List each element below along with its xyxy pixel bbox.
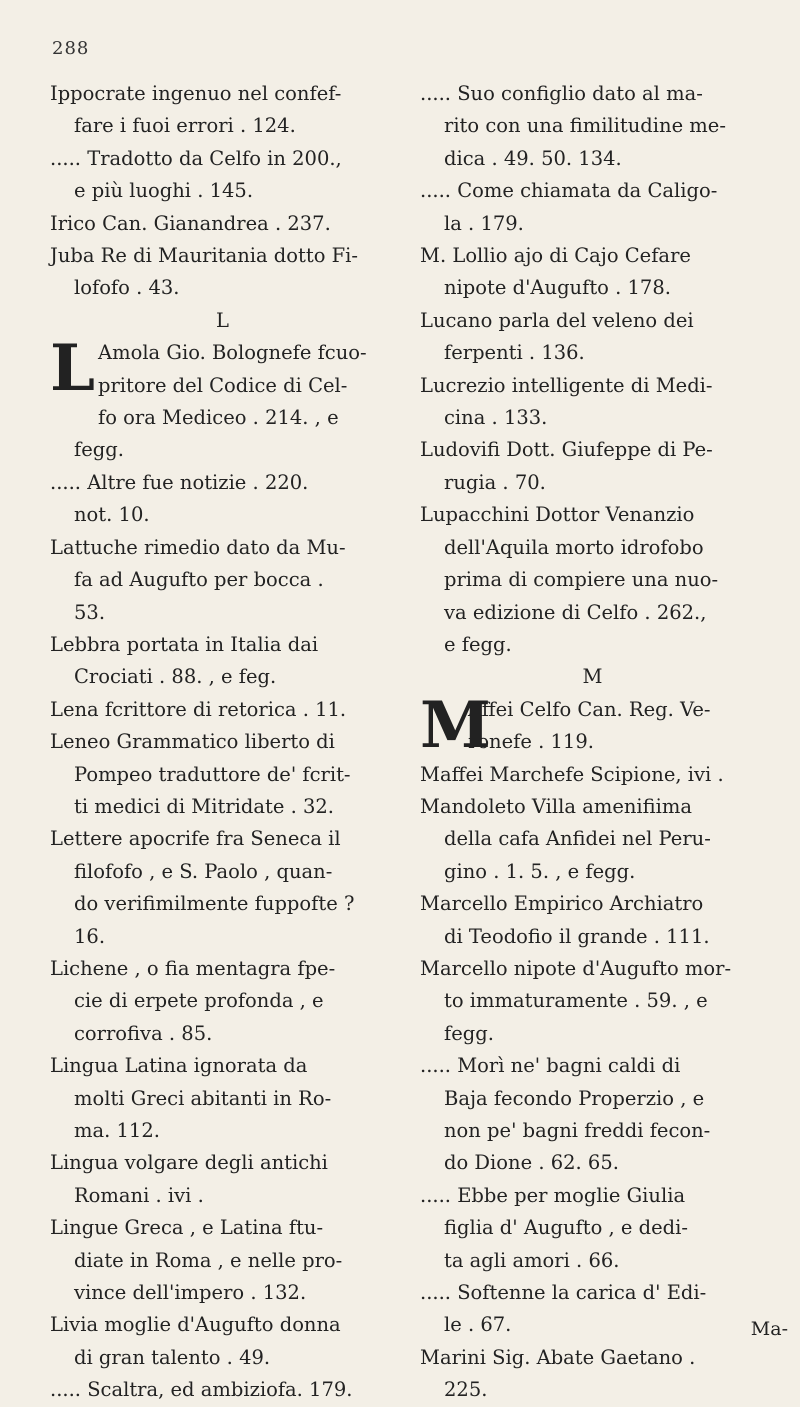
entry-line: Lupacchini Dottor Venanzio [420, 503, 695, 527]
entry-line: fa ad Augufto per bocca . [74, 568, 324, 592]
entry-line: di Teodofio il grande . 111. [444, 924, 710, 948]
entry-line: do Dione . 62. 65. [444, 1151, 619, 1175]
entry-line: non pe' bagni freddi fecon- [444, 1119, 711, 1142]
entry-line: pritore del Codice di Cel- [98, 373, 348, 397]
entry-line: ..... Morì ne' bagni caldi di [420, 1054, 681, 1078]
entry-line: vince dell'impero . 132. [74, 1281, 307, 1305]
index-entry [50, 629, 395, 694]
entry-line: e più luoghi . 145. [74, 179, 254, 203]
index-entry [420, 687, 765, 763]
entry-line: fare i fuoi errori . 124. [74, 114, 296, 138]
entry-line: Crociati . 88. , e feg. [74, 665, 277, 689]
entry-line: ronefe . 119. [468, 730, 594, 754]
entry-line: figlia d' Augufto , e dedi- [444, 1216, 688, 1240]
entry-line: nipote d'Augufto . 178. [444, 276, 671, 300]
entry-line: Amola Gio. Bolognefe fcuo- [98, 341, 367, 365]
entry-line: ti medici di Mitridate . 32. [74, 794, 334, 818]
index-entry [420, 791, 765, 888]
section-letter-text: M [582, 665, 603, 689]
drop-cap: L [50, 331, 95, 407]
index-entry [420, 175, 765, 240]
drop-cap: M [420, 687, 491, 763]
index-entry [50, 1147, 395, 1212]
index-entry [420, 434, 765, 499]
entry-line: molti Greci abitanti in Ro- [74, 1086, 332, 1110]
entry-line: Marcello nipote d'Augufto mor- [420, 956, 732, 980]
entry-line: di gran talento . 49. [74, 1345, 271, 1369]
entry-line: Marini Sig. Abate Gaetano . [420, 1345, 696, 1369]
entry-line: filofofo , e S. Paolo , quan- [74, 859, 333, 883]
entry-line: Lichene , o fia mentagra fpe- [50, 956, 336, 980]
index-entry [420, 240, 765, 305]
entry-line: fegg. [74, 438, 124, 462]
entry-line: Lingue Greca , e Latina ftu- [50, 1216, 324, 1240]
entry-line: va edizione di Celfo . 262., [444, 600, 707, 624]
index-entry [420, 305, 765, 370]
entry-line: ..... Come chiamata da Caligo- [420, 179, 718, 203]
page-number: 288 [52, 38, 90, 59]
entry-line: cina . 133. [444, 406, 548, 430]
entry-line: dica . 49. 50. 134. [444, 146, 622, 170]
entry-line: corrofiva . 85. [74, 1021, 213, 1045]
entry-line: to immaturamente . 59. , e [444, 989, 708, 1013]
entry-line: Marcello Empirico Archiatro [420, 892, 704, 916]
left-column [50, 78, 395, 1407]
entry-line: ma. 112. [74, 1119, 160, 1142]
index-entry [420, 1277, 765, 1342]
entry-line: 53. [74, 600, 106, 624]
entry-line: Lucrezio intelligente di Medi- [420, 373, 713, 397]
index-entry [420, 953, 765, 1050]
entry-line: fegg. [444, 1021, 494, 1045]
entry-line: Juba Re di Mauritania dotto Fi- [50, 244, 359, 268]
index-entry [50, 467, 395, 532]
entry-line: Romani . ivi . [74, 1183, 204, 1207]
entry-line: ..... Softenne la carica d' Edi- [420, 1281, 707, 1305]
index-entry [420, 1342, 765, 1407]
entry-line: rito con una fimilitudine me- [444, 114, 726, 138]
section-letter [50, 305, 395, 337]
entry-line: ta agli amori . 66. [444, 1248, 620, 1272]
entry-line: dell'Aquila morto idrofobo [444, 535, 704, 559]
entry-line: Ludovifi Dott. Giufeppe di Pe- [420, 438, 713, 462]
entry-line: Leneo Grammatico liberto di [50, 730, 335, 754]
entry-line: ..... Altre fue notizie . 220. [50, 470, 309, 494]
index-entry [50, 726, 395, 823]
entry-line: do verifimilmente fuppofte ? [74, 892, 355, 916]
entry-line: diate in Roma , e nelle pro- [74, 1248, 343, 1272]
entry-line: Lingua Latina ignorata da [50, 1054, 308, 1078]
entry-line: ..... Suo configlio dato al ma- [420, 82, 703, 105]
entry-line: not. 10. [74, 503, 150, 527]
catchword: Ma- [750, 1318, 788, 1340]
entry-line: Lucano parla del veleno dei [420, 308, 694, 332]
index-entry [50, 240, 395, 305]
entry-line: cie di erpete profonda , e [74, 989, 324, 1013]
index-entry [50, 1374, 395, 1406]
entry-line: Livia moglie d'Augufto donna [50, 1313, 341, 1337]
index-entry [420, 888, 765, 953]
entry-line: Irico Can. Gianandrea . 237. [50, 211, 331, 235]
entry-line: gino . 1. 5. , e fegg. [444, 859, 636, 883]
index-entry [420, 370, 765, 435]
index-entry [50, 143, 395, 208]
entry-line: ..... Tradotto da Celfo in 200., [50, 146, 342, 170]
entry-line: Lettere apocrife fra Seneca il [50, 827, 341, 851]
index-entry [50, 1309, 395, 1374]
entry-line: Ippocrate ingenuo nel confef- [50, 82, 342, 105]
index-entry [50, 532, 395, 629]
index-entry [50, 78, 395, 143]
entry-line: rugia . 70. [444, 470, 546, 494]
index-entry [50, 694, 395, 726]
entry-line: ferpenti . 136. [444, 341, 585, 365]
entry-line: Lattuche rimedio dato da Mu- [50, 535, 346, 559]
entry-line: Pompeo traduttore de' fcrit- [74, 762, 351, 786]
entry-line: lofofo . 43. [74, 276, 180, 300]
entry-line: Lingua volgare degli antichi [50, 1151, 328, 1175]
right-column [420, 78, 765, 1407]
entry-line: della cafa Anfidei nel Peru- [444, 827, 711, 851]
entry-line: M. Lollio ajo di Cajo Cefare [420, 244, 691, 268]
index-entry [420, 78, 765, 175]
entry-line: ..... Scaltra, ed ambiziofa. 179. [50, 1378, 353, 1402]
entry-line: Lena fcrittore di retorica . 11. [50, 697, 347, 721]
entry-line: 16. [74, 924, 106, 948]
index-entry [50, 823, 395, 953]
entry-line: e fegg. [444, 632, 512, 656]
index-entry [50, 1212, 395, 1309]
entry-line: 225. [444, 1378, 488, 1402]
entry-line: Affei Celfo Can. Reg. Ve- [468, 697, 711, 721]
index-entry [50, 208, 395, 240]
entry-line: Lebbra portata in Italia dai [50, 632, 319, 656]
entry-line: Baja fecondo Properzio , e [444, 1086, 705, 1110]
entry-line: prima di compiere una nuo- [444, 568, 719, 592]
index-entry [50, 953, 395, 1050]
entry-line: Maffei Marchefe Scipione, ivi . [420, 762, 724, 786]
entry-line: Mandoleto Villa amenifiima [420, 794, 693, 818]
index-entry [50, 331, 395, 467]
entry-line: le . 67. [444, 1313, 512, 1337]
entry-line: la . 179. [444, 211, 524, 235]
index-entry [420, 1180, 765, 1277]
entry-line: ..... Ebbe per moglie Giulia [420, 1183, 686, 1207]
index-entry [420, 499, 765, 661]
index-entry [50, 1050, 395, 1147]
entry-line: fo ora Mediceo . 214. , e [98, 406, 339, 430]
index-entry [420, 759, 765, 791]
section-letter-text: L [216, 308, 229, 332]
index-entry [420, 1050, 765, 1180]
